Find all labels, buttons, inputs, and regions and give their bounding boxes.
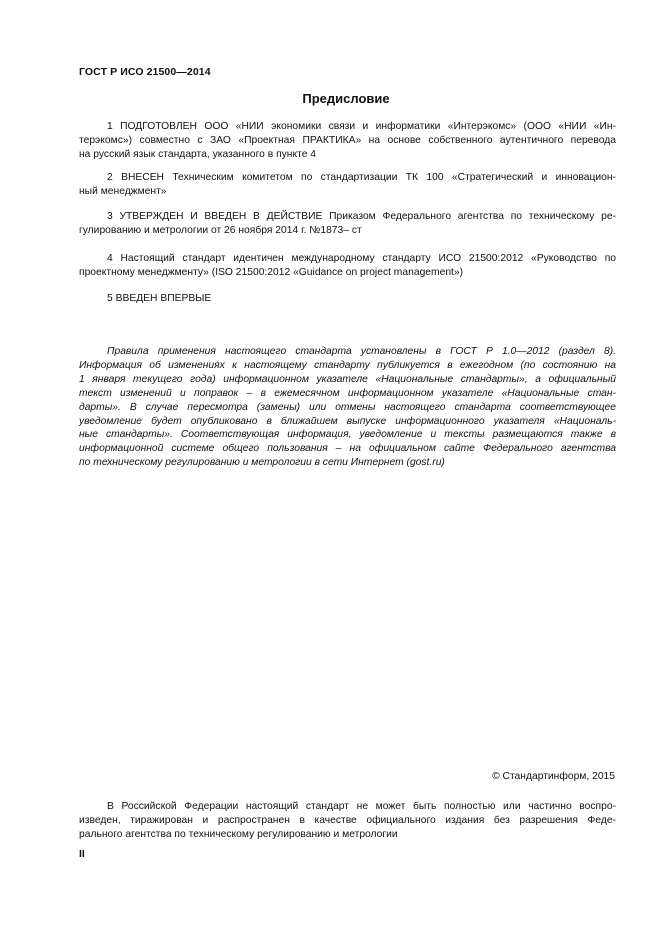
standard-code-header: ГОСТ Р ИСО 21500—2014 bbox=[79, 66, 211, 78]
preface-item-5-line: 5 ВВЕДЕН ВПЕРВЫЕ bbox=[107, 293, 212, 304]
copyright-line: © Стандартинформ, 2015 bbox=[492, 771, 615, 782]
page-title-text: Предисловие bbox=[302, 91, 390, 106]
preface-item-5 bbox=[79, 292, 616, 306]
reproduction-restriction-notice bbox=[79, 800, 616, 842]
footer-notice-line: В Российской Федерации настоящий стандарт не может быть полностью или частично воспро- bbox=[107, 801, 616, 812]
preface-item-1-line: 1 ПОДГОТОВЛЕН ООО «НИИ экономики связи и информатики «Интерэкомс» (ООО «НИИ «Ин- bbox=[107, 121, 616, 132]
notice-line: Правила применения настоящего стандарта установлены в ГОСТ Р 1.0—2012 (раздел 8). bbox=[107, 346, 616, 357]
footer-notice-line: изведен, тиражирован и распространен в качестве официального издания без разрешения Феде- bbox=[79, 815, 616, 826]
preface-item-3-line: 3 УТВЕРЖДЕН И ВВЕДЕН В ДЕЙСТВИЕ Приказом Федерального агентства по техническому ре- bbox=[107, 211, 616, 222]
preface-item-4 bbox=[79, 252, 616, 280]
application-rules-notice bbox=[79, 345, 616, 470]
notice-line: текст изменений и поправок – в ежемесячном информационном указателе «Национальные стан- bbox=[79, 387, 616, 399]
notice-line: уведомление будет опубликовано в ближайшем выпуске информационного указателя «Националь- bbox=[79, 415, 616, 427]
preface-item-3-line: гулированию и метрологии от 26 ноября 2014 г. №1873– ст bbox=[79, 224, 362, 236]
preface-item-1-line: на русский язык стандарта, указанного в пункте 4 bbox=[79, 148, 317, 160]
preface-item-4-line: 4 Настоящий стандарт идентичен международному стандарту ИСО 21500:2012 «Руководство по bbox=[107, 253, 616, 264]
preface-item-1 bbox=[79, 120, 616, 161]
preface-item-2-line: ный менеджмент» bbox=[79, 185, 167, 197]
preface-item-3 bbox=[79, 210, 616, 238]
notice-line: 1 января текущего года) информационном указателе «Национальные стандарты», а официальный bbox=[79, 373, 616, 385]
footer-notice-line: рального агентства по техническому регулированию и метрологии bbox=[79, 829, 398, 840]
preface-item-2 bbox=[79, 171, 616, 199]
preface-item-2-line: 2 ВНЕСЕН Техническим комитетом по стандартизации ТК 100 «Стратегический и инновацион- bbox=[107, 172, 616, 183]
notice-line: дарты». В случае пересмотра (замены) или отмены настоящего стандарта соответствующее bbox=[79, 401, 616, 413]
notice-line: Информация об изменениях к настоящему стандарту публикуется в ежегодном (по состоянию на bbox=[79, 359, 616, 371]
preface-item-4-line: проектному менеджменту» (ISO 21500:2012 «Guidance on project management») bbox=[79, 266, 464, 278]
page-number: II bbox=[79, 848, 85, 860]
notice-line: информационной системе общего пользования – на официальном сайте Федерального агентства bbox=[79, 443, 616, 455]
page-title bbox=[0, 91, 662, 106]
notice-line: ные стандарты». Соответствующая информация, уведомление и тексты размещаются также в bbox=[79, 429, 616, 441]
notice-line: по техническому регулированию и метрологии в сети Интернет (gost.ru) bbox=[79, 457, 445, 469]
preface-item-1-line: терэкомс») совместно с ЗАО «Проектная ПРАКТИКА» на основе собственного аутентичного перевода bbox=[79, 134, 616, 146]
